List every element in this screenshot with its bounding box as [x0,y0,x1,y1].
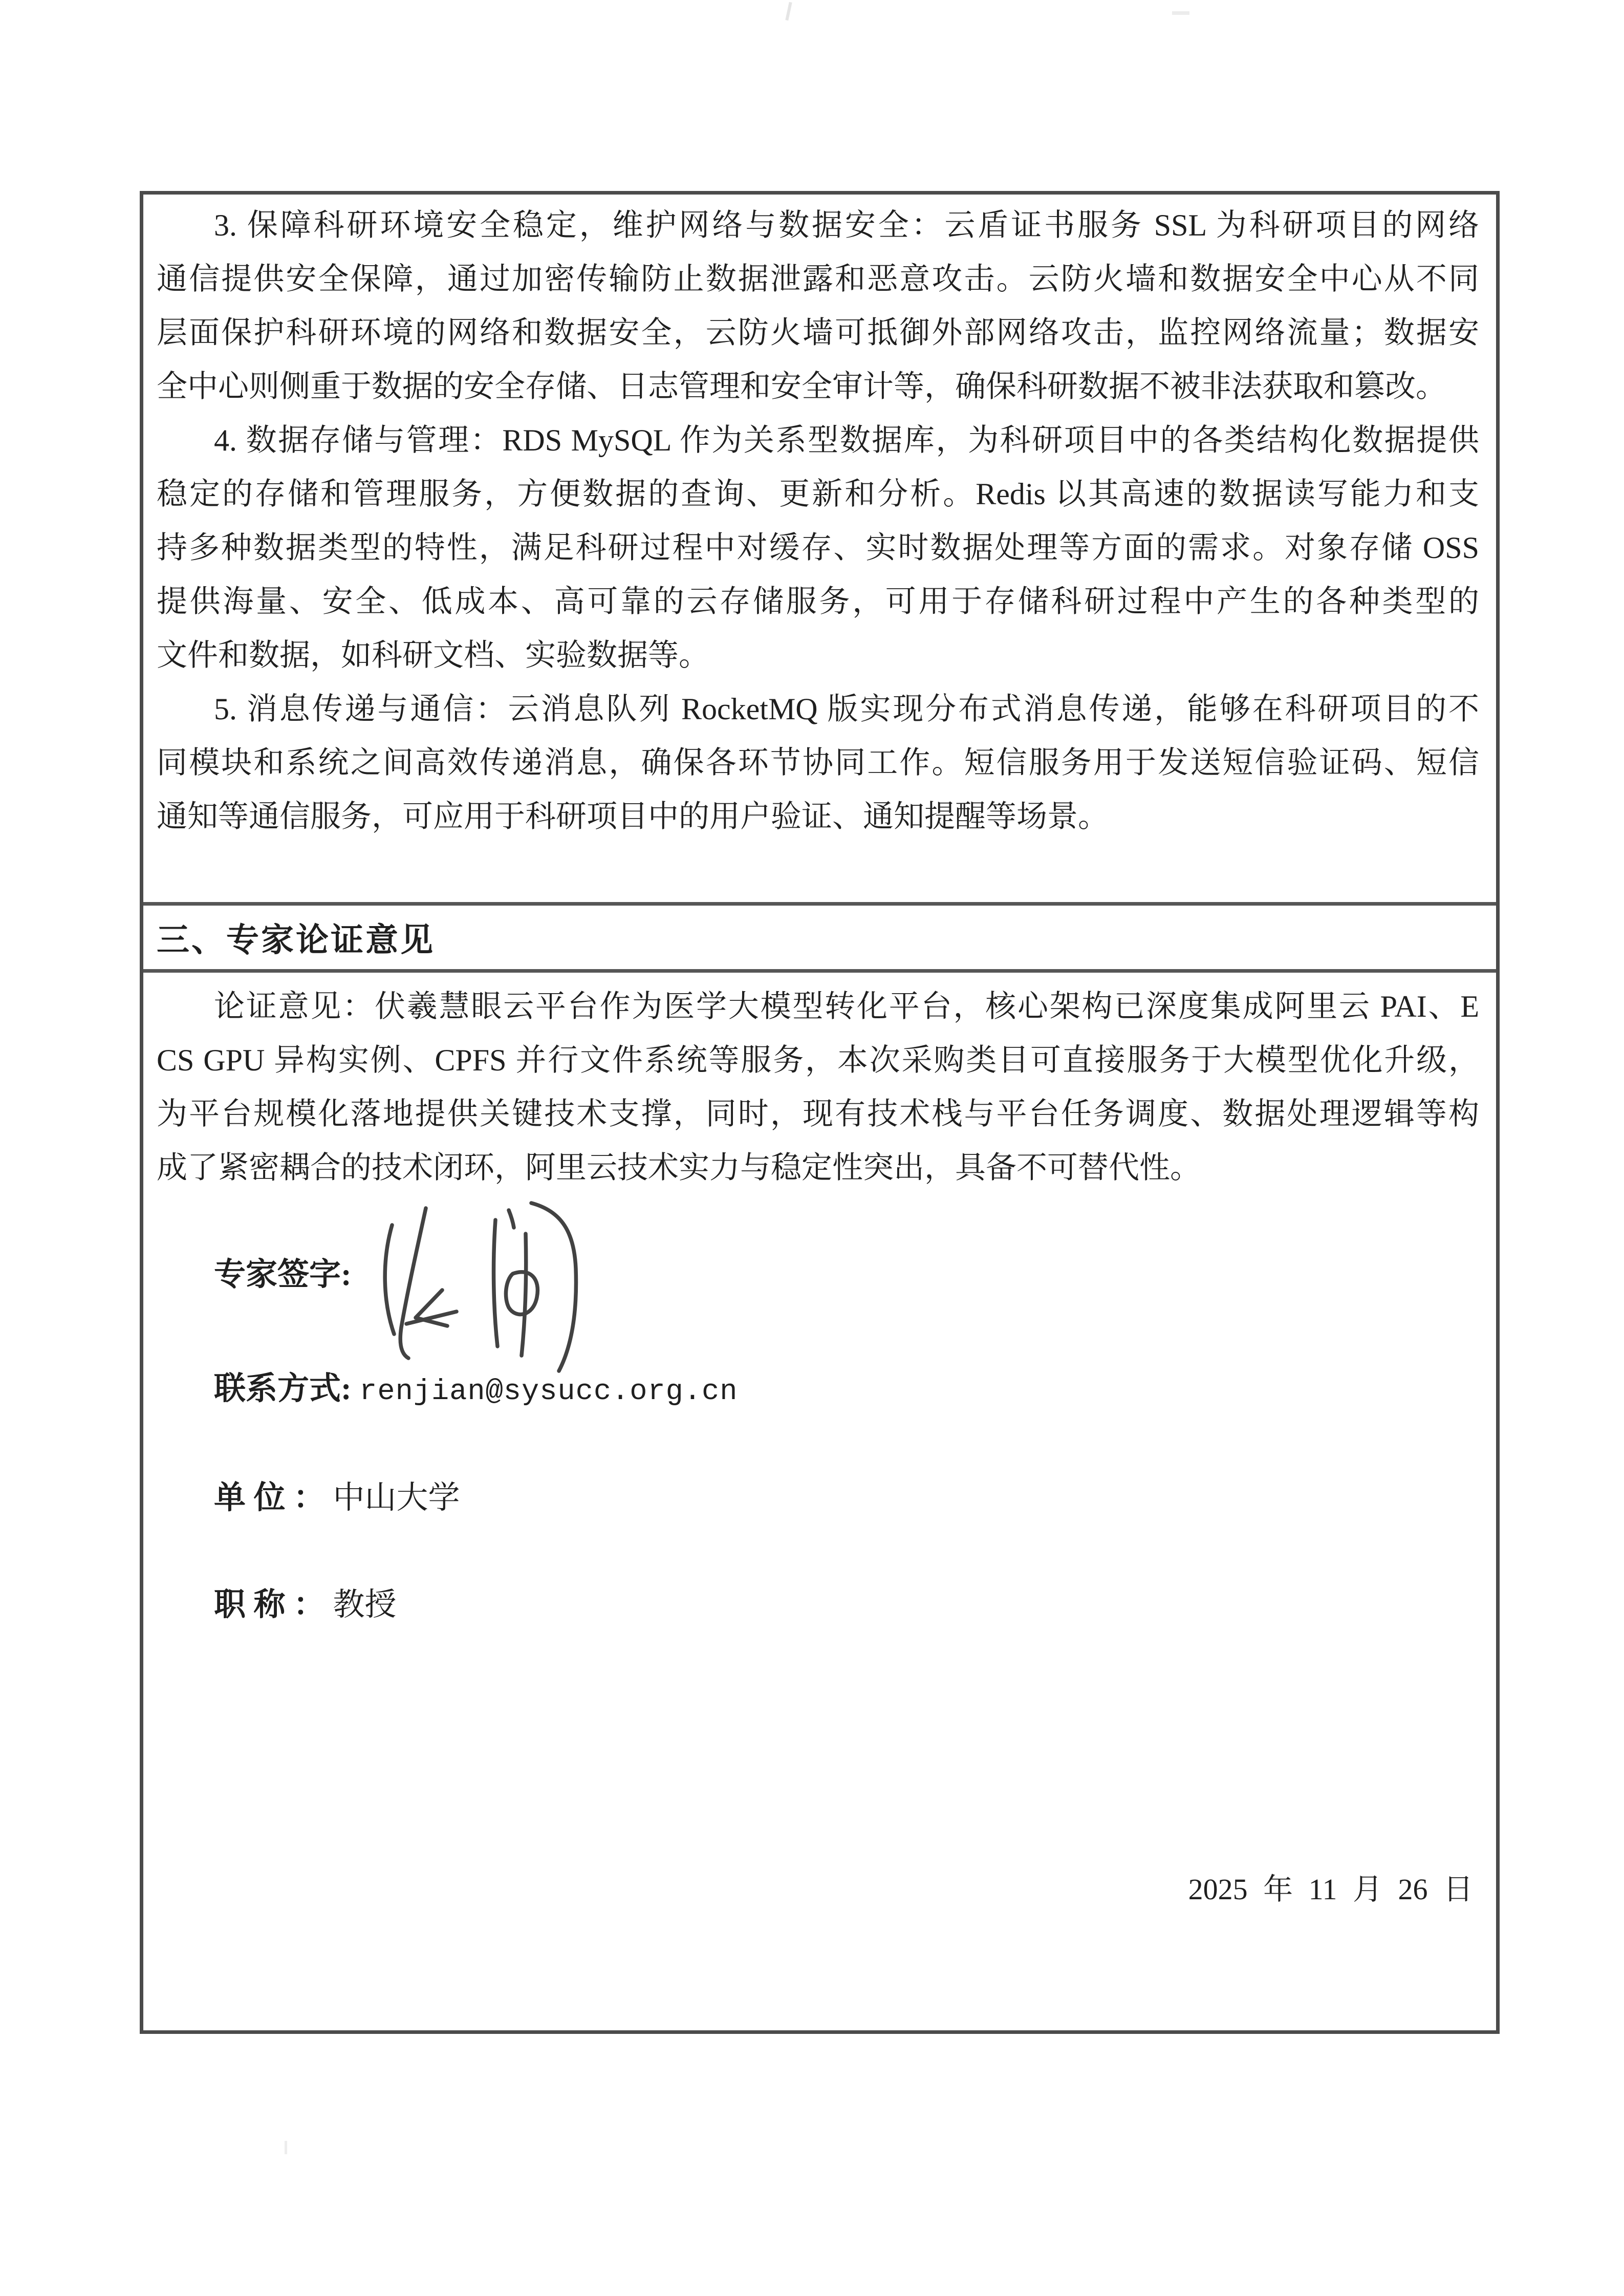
paragraph-storage [157,414,1479,682]
text-line: 同模块和系统之间高效传递消息，确保各环节协同工作。短信服务用于发送短信验证码、短信 [157,746,1479,780]
professional-title-row [157,1578,1479,1632]
text-line: 4. 数据存储与管理：RDS MySQL 作为关系型数据库，为科研项目中的各类结构化数据提供 [214,423,1479,457]
expert-signature-handwriting [377,1199,602,1374]
section-title: 三、专家论证意见 [157,922,435,958]
text-line: 持多种数据类型的特性，满足科研过程中对缓存、实时数据处理等方面的需求。对象存储 OSS [157,531,1479,565]
text-line: 提供海量、安全、低成本、高可靠的云存储服务，可用于存储科研过程中产生的各种类型的 [157,585,1479,618]
text-line: 文件和数据，如科研文档、实验数据等。 [157,638,709,672]
scan-artifact [285,2141,287,2154]
scan-artifact [785,2,792,20]
unit-row [157,1471,1479,1525]
service-description-cell [143,195,1496,844]
text-line: 论证意见：伏羲慧眼云平台作为医学大模型转化平台，核心架构已深度集成阿里云 PAI、E [214,990,1479,1023]
text-line: 层面保护科研环境的网络和数据安全，云防火墙可抵御外部网络攻击，监控网络流量；数据安 [157,316,1479,350]
text-line: 通知等通信服务，可应用于科研项目中的用户验证、通知提醒等场景。 [157,800,1109,833]
contact-email: renjian@sysucc.org.cn [359,1376,738,1408]
paragraph-security [157,199,1479,414]
date-text: 2025 年 11 月 26 日 [1188,1873,1473,1906]
contact-row [157,1362,1479,1416]
contact-label: 联系方式: [214,1371,352,1406]
paragraph-messaging [157,682,1479,844]
text-line: 通信提供安全保障，通过加密传输防止数据泄露和恶意攻击。云防火墙和数据安全中心从不同 [157,262,1479,296]
text-line: 5. 消息传递与通信：云消息队列 RocketMQ 版实现分布式消息传递，能够在科研项目的不 [214,692,1479,726]
text-line: 全中心则侧重于数据的安全存储、日志管理和安全审计等，确保科研数据不被非法获取和篡改。 [157,370,1446,403]
opinion-paragraph [157,980,1479,1195]
date-row [157,1862,1479,1916]
unit-label: 单 位 ： [214,1480,326,1515]
professional-title-value: 教授 [333,1587,397,1622]
signature-label: 专家签字: [214,1257,352,1292]
professional-title-label: 职 称 ： [214,1587,326,1622]
text-line: 成了紧密耦合的技术闭环，阿里云技术实力与稳定性突出，具备不可替代性。 [157,1151,1201,1185]
text-line: CS GPU 异构实例、CPFS 并行文件系统等服务，本次采购类目可直接服务于大模型优化升级， [157,1043,1479,1077]
expert-opinion-cell [143,973,1496,2030]
signature-row [157,1248,1479,1302]
document-table-border [140,191,1500,2034]
text-line: 稳定的存储和管理服务，方便数据的查询、更新和分析。Redis 以其高速的数据读写能力和支 [157,477,1479,511]
text-line: 为平台规模化落地提供关键技术支撑，同时，现有技术栈与平台任务调度、数据处理逻辑等构 [157,1097,1479,1131]
unit-value: 中山大学 [333,1480,460,1515]
section-header-band [143,902,1496,973]
scan-artifact [1172,11,1189,15]
text-line: 3. 保障科研环境安全稳定，维护网络与数据安全：云盾证书服务 SSL 为科研项目的网络 [214,208,1479,242]
